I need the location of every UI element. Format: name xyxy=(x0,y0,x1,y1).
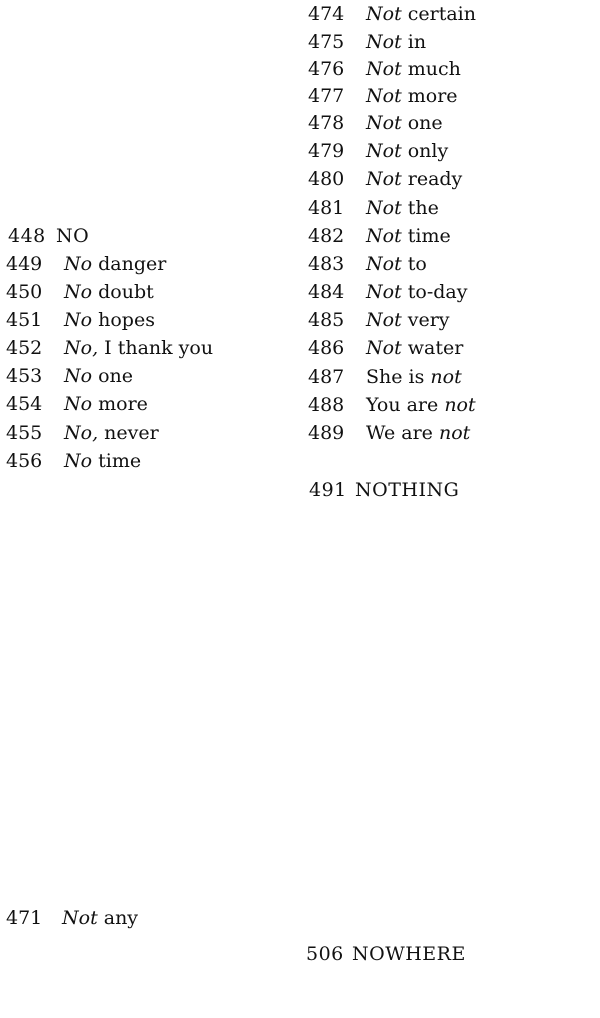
entry-italic: Not xyxy=(366,225,402,247)
entry-number: 475 xyxy=(308,31,345,53)
list-item xyxy=(6,422,159,444)
list-item xyxy=(308,140,448,162)
heading-word: NO xyxy=(56,225,90,247)
entry-number: 455 xyxy=(6,422,43,444)
entry-italic: Not xyxy=(366,168,402,190)
list-item xyxy=(6,281,154,303)
entry-number: 451 xyxy=(6,309,43,331)
entry-italic: Not xyxy=(366,309,402,331)
entry-number: 448 xyxy=(8,225,46,247)
entry-italic: not xyxy=(430,366,462,388)
entry-text: certain xyxy=(401,3,476,25)
list-item xyxy=(308,3,476,25)
heading-no xyxy=(8,225,89,247)
entry-number: 453 xyxy=(6,365,43,387)
list-item xyxy=(308,394,476,416)
entry-text: never xyxy=(98,422,159,444)
entry-text: much xyxy=(401,58,461,80)
entry-number: 449 xyxy=(6,253,43,275)
entry-text: water xyxy=(401,337,464,359)
entry-italic: Not xyxy=(366,281,402,303)
entry-number: 476 xyxy=(308,58,345,80)
list-item xyxy=(308,422,470,444)
entry-number: 454 xyxy=(6,393,43,415)
entry-text: danger xyxy=(92,253,167,275)
list-item xyxy=(308,281,467,303)
entry-italic: No xyxy=(64,393,93,415)
list-item xyxy=(308,168,462,190)
heading-word: NOWHERE xyxy=(352,943,466,965)
entry-italic: Not xyxy=(366,85,402,107)
entry-number: 452 xyxy=(6,337,43,359)
entry-italic: No, xyxy=(64,337,99,359)
entry-number: 491 xyxy=(309,479,347,501)
entry-italic: No xyxy=(64,309,93,331)
entry-number: 486 xyxy=(308,337,345,359)
entry-number: 481 xyxy=(308,197,345,219)
entry-italic: Not xyxy=(366,3,402,25)
entry-text: ready xyxy=(401,168,463,190)
entry-number: 450 xyxy=(6,281,43,303)
entry-italic: No xyxy=(64,281,93,303)
list-item xyxy=(6,365,133,387)
list-item xyxy=(6,337,213,359)
entry-text: more xyxy=(92,393,148,415)
entry-text: time xyxy=(92,450,142,472)
entry-number: 482 xyxy=(308,225,345,247)
list-item xyxy=(308,31,426,53)
entry-number: 489 xyxy=(308,422,345,444)
entry-prefix: We are xyxy=(366,422,439,444)
entry-italic: No xyxy=(64,253,93,275)
heading-word: NOTHING xyxy=(355,479,460,501)
entry-text: hopes xyxy=(92,309,155,331)
entry-italic: Not xyxy=(366,140,402,162)
list-item-471 xyxy=(6,907,138,929)
entry-text: only xyxy=(401,140,449,162)
entry-number: 487 xyxy=(308,366,345,388)
list-item xyxy=(308,58,461,80)
entry-prefix: You are xyxy=(366,394,445,416)
entry-number: 474 xyxy=(308,3,345,25)
entry-text: to xyxy=(401,253,427,275)
entry-number: 506 xyxy=(306,943,344,965)
entry-number: 483 xyxy=(308,253,345,275)
list-item xyxy=(6,450,141,472)
entry-text: one xyxy=(401,112,443,134)
list-item xyxy=(308,112,443,134)
entry-italic: Not xyxy=(62,907,98,929)
list-item xyxy=(6,393,148,415)
list-item xyxy=(6,309,155,331)
entry-number: 479 xyxy=(308,140,345,162)
entry-number: 488 xyxy=(308,394,345,416)
list-item xyxy=(308,366,462,388)
list-item xyxy=(308,253,427,275)
list-item xyxy=(308,225,451,247)
entry-number: 478 xyxy=(308,112,345,134)
entry-number: 480 xyxy=(308,168,345,190)
entry-text: one xyxy=(92,365,134,387)
entry-italic: not xyxy=(438,422,471,444)
entry-number: 456 xyxy=(6,450,43,472)
entry-number: 477 xyxy=(308,85,345,107)
entry-text: to-day xyxy=(401,281,468,303)
list-item xyxy=(308,85,458,107)
list-item xyxy=(308,337,463,359)
entry-italic: Not xyxy=(366,58,402,80)
list-item xyxy=(6,253,166,275)
entry-italic: No xyxy=(64,450,93,472)
entry-text: I thank you xyxy=(98,337,214,359)
entry-number: 484 xyxy=(308,281,345,303)
entry-text: very xyxy=(401,309,450,331)
entry-text: any xyxy=(97,907,139,929)
list-item xyxy=(308,197,439,219)
entry-text: in xyxy=(401,31,427,53)
entry-italic: not xyxy=(444,394,476,416)
heading-nowhere xyxy=(306,943,466,965)
entry-italic: Not xyxy=(366,112,402,134)
entry-text: more xyxy=(401,85,458,107)
entry-text: doubt xyxy=(92,281,154,303)
entry-italic: Not xyxy=(366,197,402,219)
entry-italic: No xyxy=(64,365,93,387)
entry-italic: Not xyxy=(366,31,402,53)
entry-number: 471 xyxy=(6,907,43,929)
heading-nothing xyxy=(309,479,459,501)
entry-italic: Not xyxy=(366,337,402,359)
entry-text: the xyxy=(401,197,439,219)
entry-italic: Not xyxy=(366,253,402,275)
list-item xyxy=(308,309,450,331)
entry-italic: No, xyxy=(64,422,99,444)
entry-text: time xyxy=(401,225,451,247)
entry-number: 485 xyxy=(308,309,345,331)
entry-prefix: She is xyxy=(366,366,431,388)
